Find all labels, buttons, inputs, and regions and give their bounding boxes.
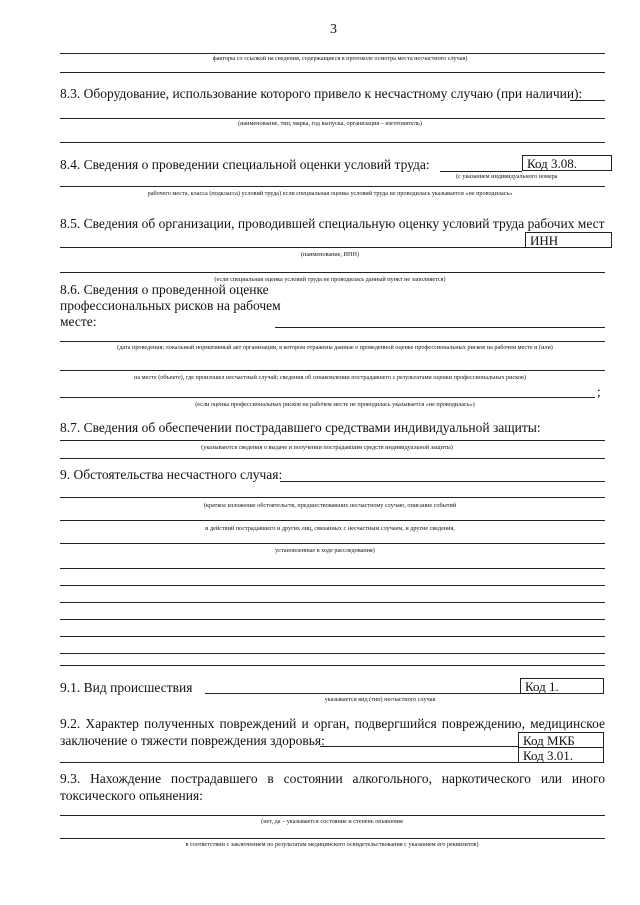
s9-line-5 bbox=[60, 585, 605, 586]
s9-3-caption-1: (нет, да – указывается состояние и степень опьянения bbox=[261, 818, 403, 825]
s9-line-2 bbox=[60, 520, 605, 521]
s8-7-line-2 bbox=[60, 458, 605, 459]
s9-line-6 bbox=[60, 602, 605, 603]
s8-6-semicolon: ; bbox=[597, 384, 601, 399]
s9-line-4 bbox=[60, 568, 605, 569]
section-8-6-label-2: профессиональных рисков на рабочем bbox=[60, 298, 281, 313]
code-box-1: Код 1. bbox=[520, 678, 604, 694]
code-box-3-01: Код 3.01. bbox=[518, 747, 604, 763]
section-9-3-line-2: токсического опьянения: bbox=[60, 788, 203, 803]
s8-4-caption-line: рабочего места, класса (подкласса) условий труда) если специальная оценка условий труда не проводилась указывается «не проводилась» bbox=[147, 190, 513, 197]
s8-4-fill-line bbox=[440, 171, 522, 172]
section-9-3-line-1: 9.3. Нахождение пострадавшего в состоянии алкогольного, наркотического или иного bbox=[60, 771, 605, 786]
section-8-6-label-1: 8.6. Сведения о проведенной оценке bbox=[60, 282, 269, 297]
page-number: 3 bbox=[330, 22, 337, 37]
s9-2-fill-line bbox=[320, 746, 518, 747]
s9-1-fill-line bbox=[205, 693, 520, 694]
s9-line-8 bbox=[60, 636, 605, 637]
section-9-2-line-1: 9.2. Характер полученных повреждений и орган, подвергшийся повреждению, медицинское bbox=[60, 716, 605, 731]
s8-6-caption-3: (если оценка профессиональных рисков на рабочем месте не проводилась указывается «не проводилась») bbox=[195, 401, 475, 408]
code-box-3-08: Код 3.08. bbox=[522, 155, 612, 171]
s8-7-line bbox=[60, 440, 605, 441]
s9-3-line-1 bbox=[60, 815, 605, 816]
s9-caption-2: и действий пострадавшего и других лиц, связанных с несчастным случаем, и другие сведения, bbox=[205, 525, 455, 532]
s8-6-line-2 bbox=[60, 370, 605, 371]
inn-box: ИНН bbox=[525, 232, 612, 248]
s9-2-line bbox=[60, 762, 518, 763]
s8-3-caption: (наименование, тип, марка, год выпуска, организация – изготовитель) bbox=[238, 120, 422, 127]
s9-caption-3: установленные в ходе расследования) bbox=[275, 547, 375, 554]
section-8-4-label: 8.4. Сведения о проведении специальной оценки условий труда: bbox=[60, 157, 430, 172]
section-9-1-label: 9.1. Вид происшествия bbox=[60, 680, 193, 695]
s8-3-fill-line bbox=[570, 100, 605, 101]
section-9-label: 9. Обстоятельства несчастного случая: bbox=[60, 467, 283, 482]
s9-3-line-2 bbox=[60, 838, 605, 839]
section-8-5-label: 8.5. Сведения об организации, проводившей специальную оценку условий труда рабочих мест bbox=[60, 216, 605, 231]
s9-fill-line bbox=[280, 481, 605, 482]
s8-6-caption-2: на месте (объекте), где произошел несчастный случай; сведения об ознакомлении пострадавшего с результатами оценки профессиональных рисков) bbox=[134, 374, 526, 381]
code-box-mkb: Код МКБ bbox=[518, 732, 604, 748]
s8-6-line-1 bbox=[60, 341, 605, 342]
s8-6-line-3 bbox=[60, 397, 595, 398]
factors-caption: факторы со ссылкой на сведения, содержащиеся в протоколе осмотра места несчастного случая) bbox=[212, 55, 468, 62]
s9-line-3 bbox=[60, 543, 605, 544]
s8-4-caption-right: (с указанием индивидуального номера bbox=[456, 173, 558, 180]
section-8-3-label: 8.3. Оборудование, использование которого привело к несчастному случаю (при наличии): bbox=[60, 86, 583, 101]
s9-line-10 bbox=[60, 665, 605, 666]
s9-line-7 bbox=[60, 619, 605, 620]
section-8-7-label: 8.7. Сведения об обеспечении пострадавшего средствами индивидуальной защиты: bbox=[60, 420, 541, 435]
s9-line-9 bbox=[60, 653, 605, 654]
factors-line bbox=[60, 53, 605, 54]
s9-1-caption: указывается вид (тип) несчастного случая bbox=[324, 696, 436, 703]
factors-line-2 bbox=[60, 72, 605, 73]
s9-line-1 bbox=[60, 497, 605, 498]
s8-7-caption: (указываются сведения о выдаче и получении пострадавшим средств индивидуальной защиты) bbox=[201, 444, 453, 451]
section-8-6-label-3: месте: bbox=[60, 314, 97, 329]
s8-3-line-2 bbox=[60, 142, 605, 143]
s8-5-caption-note: (если специальная оценка условий труда не проводилась данный пункт не заполняется) bbox=[214, 276, 446, 283]
s9-3-caption-2: в соответствии с заключением по результатам медицинского освидетельствования с указанием его реквизитов) bbox=[185, 841, 479, 848]
s8-6-caption-1: (дата проведения; локальный нормативный акт организации, в котором отражены данные о проведенной оценке профессиональных рисков на рабочем месте и (или) bbox=[117, 344, 553, 351]
s9-caption-1: (краткое изложение обстоятельств, предшествовавших несчастному случаю, описание событий bbox=[203, 502, 457, 509]
s8-6-fill-line bbox=[275, 327, 605, 328]
s8-5-caption-name: (наименование, ИНН) bbox=[300, 251, 360, 258]
section-9-2-line-2: заключение о тяжести повреждения здоровья: bbox=[60, 733, 325, 748]
s8-3-line bbox=[60, 118, 605, 119]
s8-4-line bbox=[60, 186, 605, 187]
s8-5-line bbox=[60, 247, 525, 248]
s8-5-line-2 bbox=[60, 272, 605, 273]
